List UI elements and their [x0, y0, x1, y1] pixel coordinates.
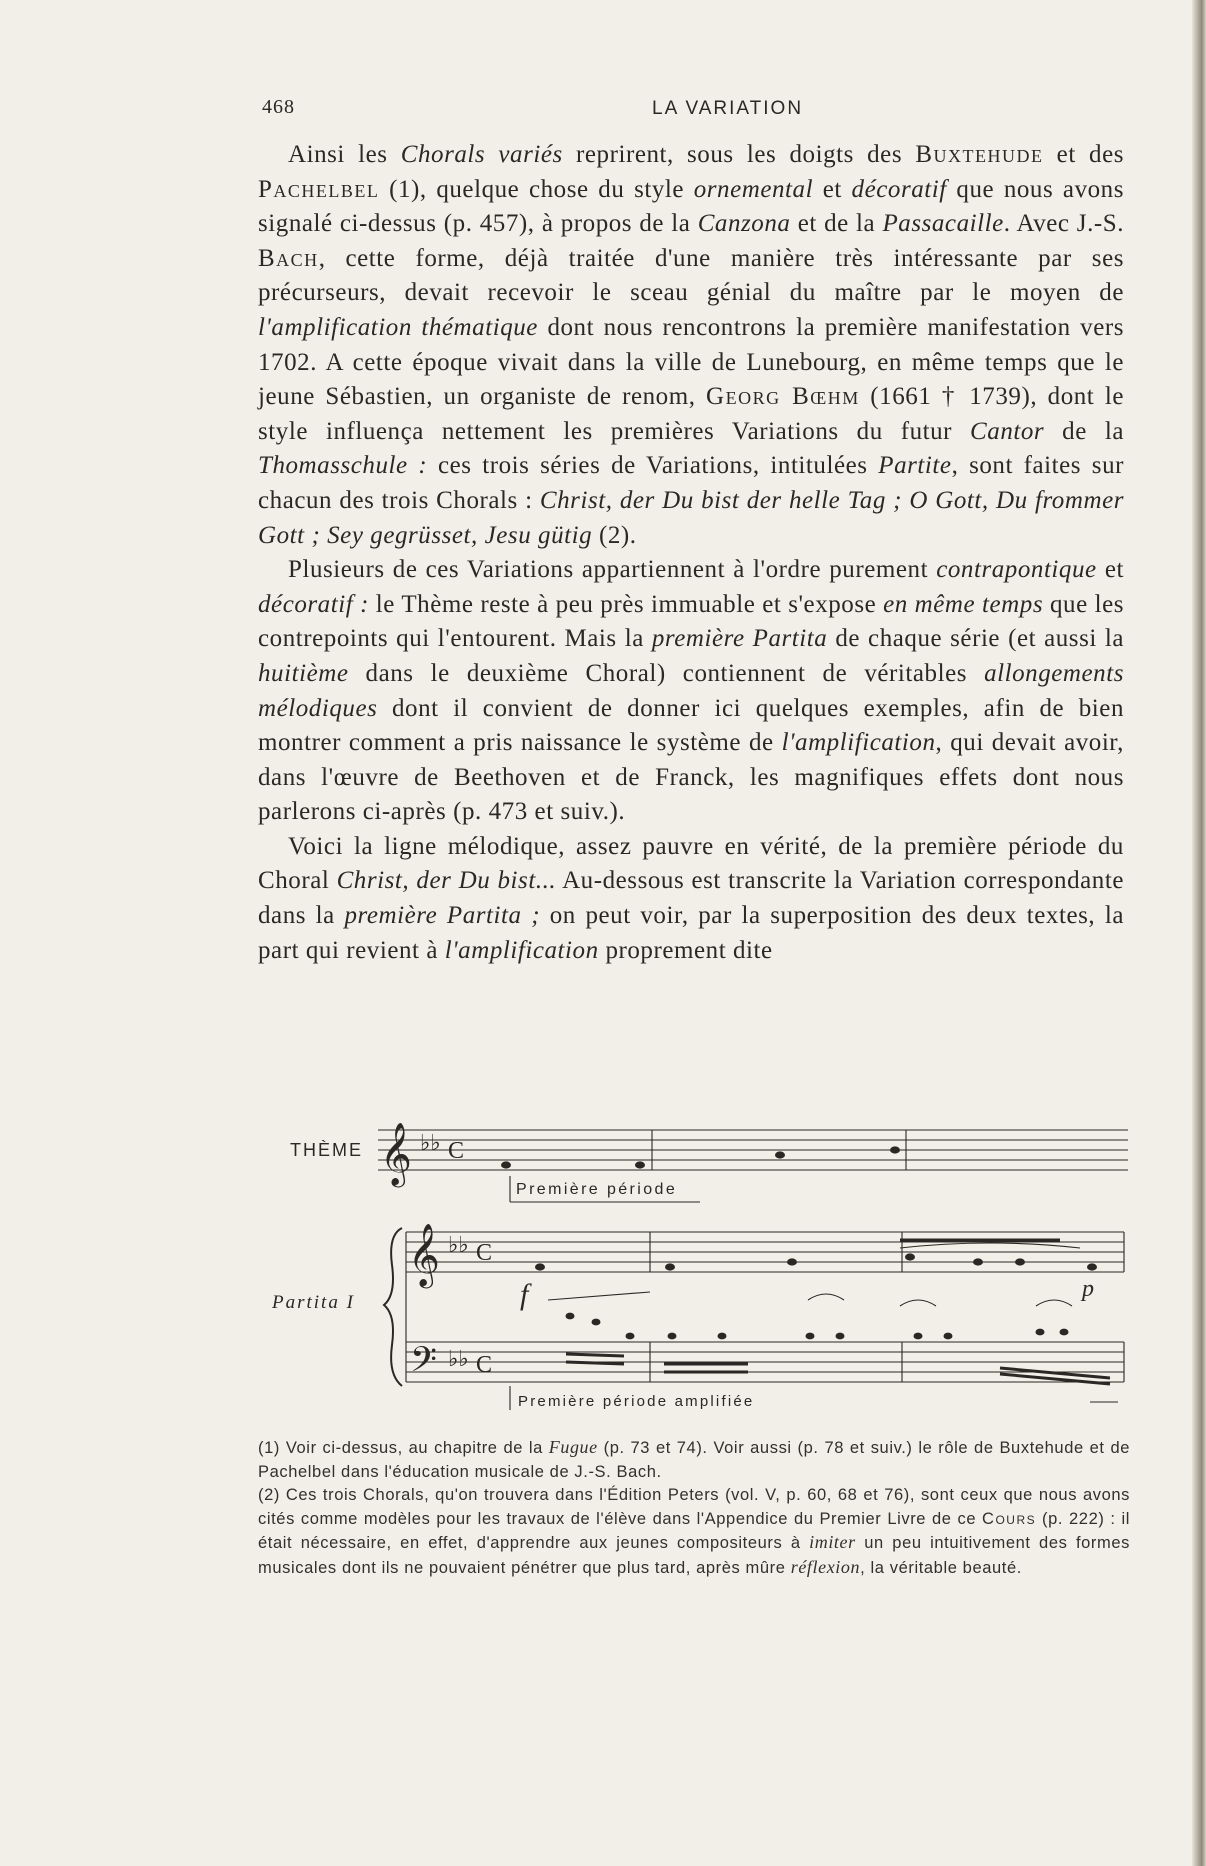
partita-note — [905, 1253, 915, 1260]
partita-bass-note — [806, 1333, 815, 1340]
theme-note — [775, 1151, 785, 1158]
theme-label: THÈME — [290, 1140, 363, 1160]
theme-caption: Première période — [516, 1181, 678, 1198]
footnotes — [258, 1436, 1130, 1580]
svg-text:𝄢: 𝄢 — [410, 1339, 438, 1388]
partita-note — [973, 1258, 983, 1265]
footnote-1: (1) Voir ci-dessus, au chapitre de la Fugue (p. 73 et 74). Voir aussi (p. 78 et suiv.) le rôle de Buxtehude et de Pachelbel dans l'éducation musicale de J.-S. Bach. — [258, 1437, 1130, 1481]
partita-note — [535, 1263, 545, 1270]
dynamic-forte: f — [520, 1278, 529, 1311]
partita-bass-note — [944, 1333, 953, 1340]
svg-text:𝄞: 𝄞 — [408, 1223, 440, 1286]
theme-note — [635, 1161, 645, 1168]
running-title: LA VARIATION — [652, 98, 804, 119]
page-edge-shadow — [1192, 0, 1206, 1866]
paragraph-3: Voici la ligne mélodique, assez pauvre en vérité, de la première période du Choral Christ, der Du bist... Au-dessous est transcrite la Variation correspondante dans la première Partita ; on peut voir, par la superposition des deux textes, la part qui revient à l'amplification proprement dite — [258, 832, 1124, 964]
svg-text:♭♭: ♭♭ — [448, 1346, 469, 1371]
svg-text:C: C — [476, 1352, 493, 1378]
partita-bass-note — [836, 1333, 845, 1340]
partita-bass-note — [1060, 1329, 1069, 1336]
partita-note — [665, 1263, 675, 1270]
main-text — [258, 138, 1124, 968]
footnote-2: (2) Ces trois Chorals, qu'on trouvera dans l'Édition Peters (vol. V, p. 60, 68 et 76), sont ceux que nous avons cités comme modèles pour les travaux de l'élève dans l'Appendice du Premier Livre de ce Cours (p. 222) : il était nécessaire, en effet, d'apprendre aux jeunes compositeurs à imiter un peu intuitivement des formes musicales dont ils ne pouvaient pénétrer que plus tard, après mûre réflexion, la véritable beauté. — [258, 1486, 1130, 1577]
partita-bass-note — [668, 1333, 677, 1340]
partita-bass-note — [592, 1319, 601, 1326]
partita-caption: Première période amplifiée — [518, 1393, 755, 1410]
partita-note — [787, 1258, 797, 1265]
partita-bass-note — [626, 1333, 635, 1340]
partita-note — [1015, 1258, 1025, 1265]
svg-text:C: C — [448, 1138, 465, 1164]
theme-note — [501, 1161, 511, 1168]
paragraph-1: Ainsi les Chorals variés reprirent, sous les doigts des Buxtehude et des Pachelbel (1), quelque chose du style ornemental et décoratif que nous avons signalé ci-dessus (p. 457), à propos de la Canzona et de la Passacaille. Avec J.-S. Bach, cette forme, déjà traitée d'une manière très intéressante par ses précurseurs, devait recevoir le sceau génial du maître par le moyen de l'amplification thématique dont nous rencontrons la première manifestation vers 1702. A cette époque vivait dans la ville de Lunebourg, en même temps que le jeune Sébastien, un organiste de renom, Georg Bœhm (1661 † 1739), dont le style influença nettement les premières Variations du futur Cantor de la Thomasschule : ces trois séries de Variations, intitulées Partite, sont faites sur chacun des trois Chorals : Christ, der Du bist der helle Tag ; O Gott, Du frommer Gott ; Sey gegrüsset, Jesu gütig (2). — [258, 141, 1125, 549]
music-notation — [0, 1110, 1206, 1410]
page-number: 468 — [262, 96, 295, 118]
partita-bass-note — [914, 1333, 923, 1340]
music-example — [0, 1110, 1206, 1410]
partita-bass-note — [1036, 1329, 1045, 1336]
partita-bass-note — [718, 1333, 727, 1340]
svg-text:♭♭: ♭♭ — [448, 1232, 469, 1257]
svg-text:𝄞: 𝄞 — [380, 1122, 412, 1185]
partita-label: Partita I — [272, 1292, 355, 1313]
partita-note — [1087, 1263, 1097, 1270]
page-header — [0, 96, 1206, 126]
theme-note — [890, 1146, 900, 1153]
svg-text:♭♭: ♭♭ — [420, 1130, 441, 1155]
svg-text:C: C — [476, 1240, 493, 1266]
partita-upper-staff — [406, 1232, 1124, 1382]
partita-bass-note — [566, 1313, 575, 1320]
theme-staff — [378, 1130, 1128, 1170]
paragraph-2: Plusieurs de ces Variations appartiennent à l'ordre purement contrapontique et décoratif : le Thème reste à peu près immuable et s'expose en même temps que les contrepoints qui l'entourent. Mais la première Partita de chaque série (et aussi la huitième dans le deuxième Choral) contiennent de véritables allongements mélodiques dont il convient de donner ici quelques exemples, afin de bien montrer comment a pris naissance le système de l'amplification, qui devait avoir, dans l'œuvre de Beethoven et de Franck, les magnifiques effets dont nous parlerons ci-après (p. 473 et suiv.). — [258, 556, 1125, 826]
dynamic-piano: p — [1082, 1276, 1094, 1302]
